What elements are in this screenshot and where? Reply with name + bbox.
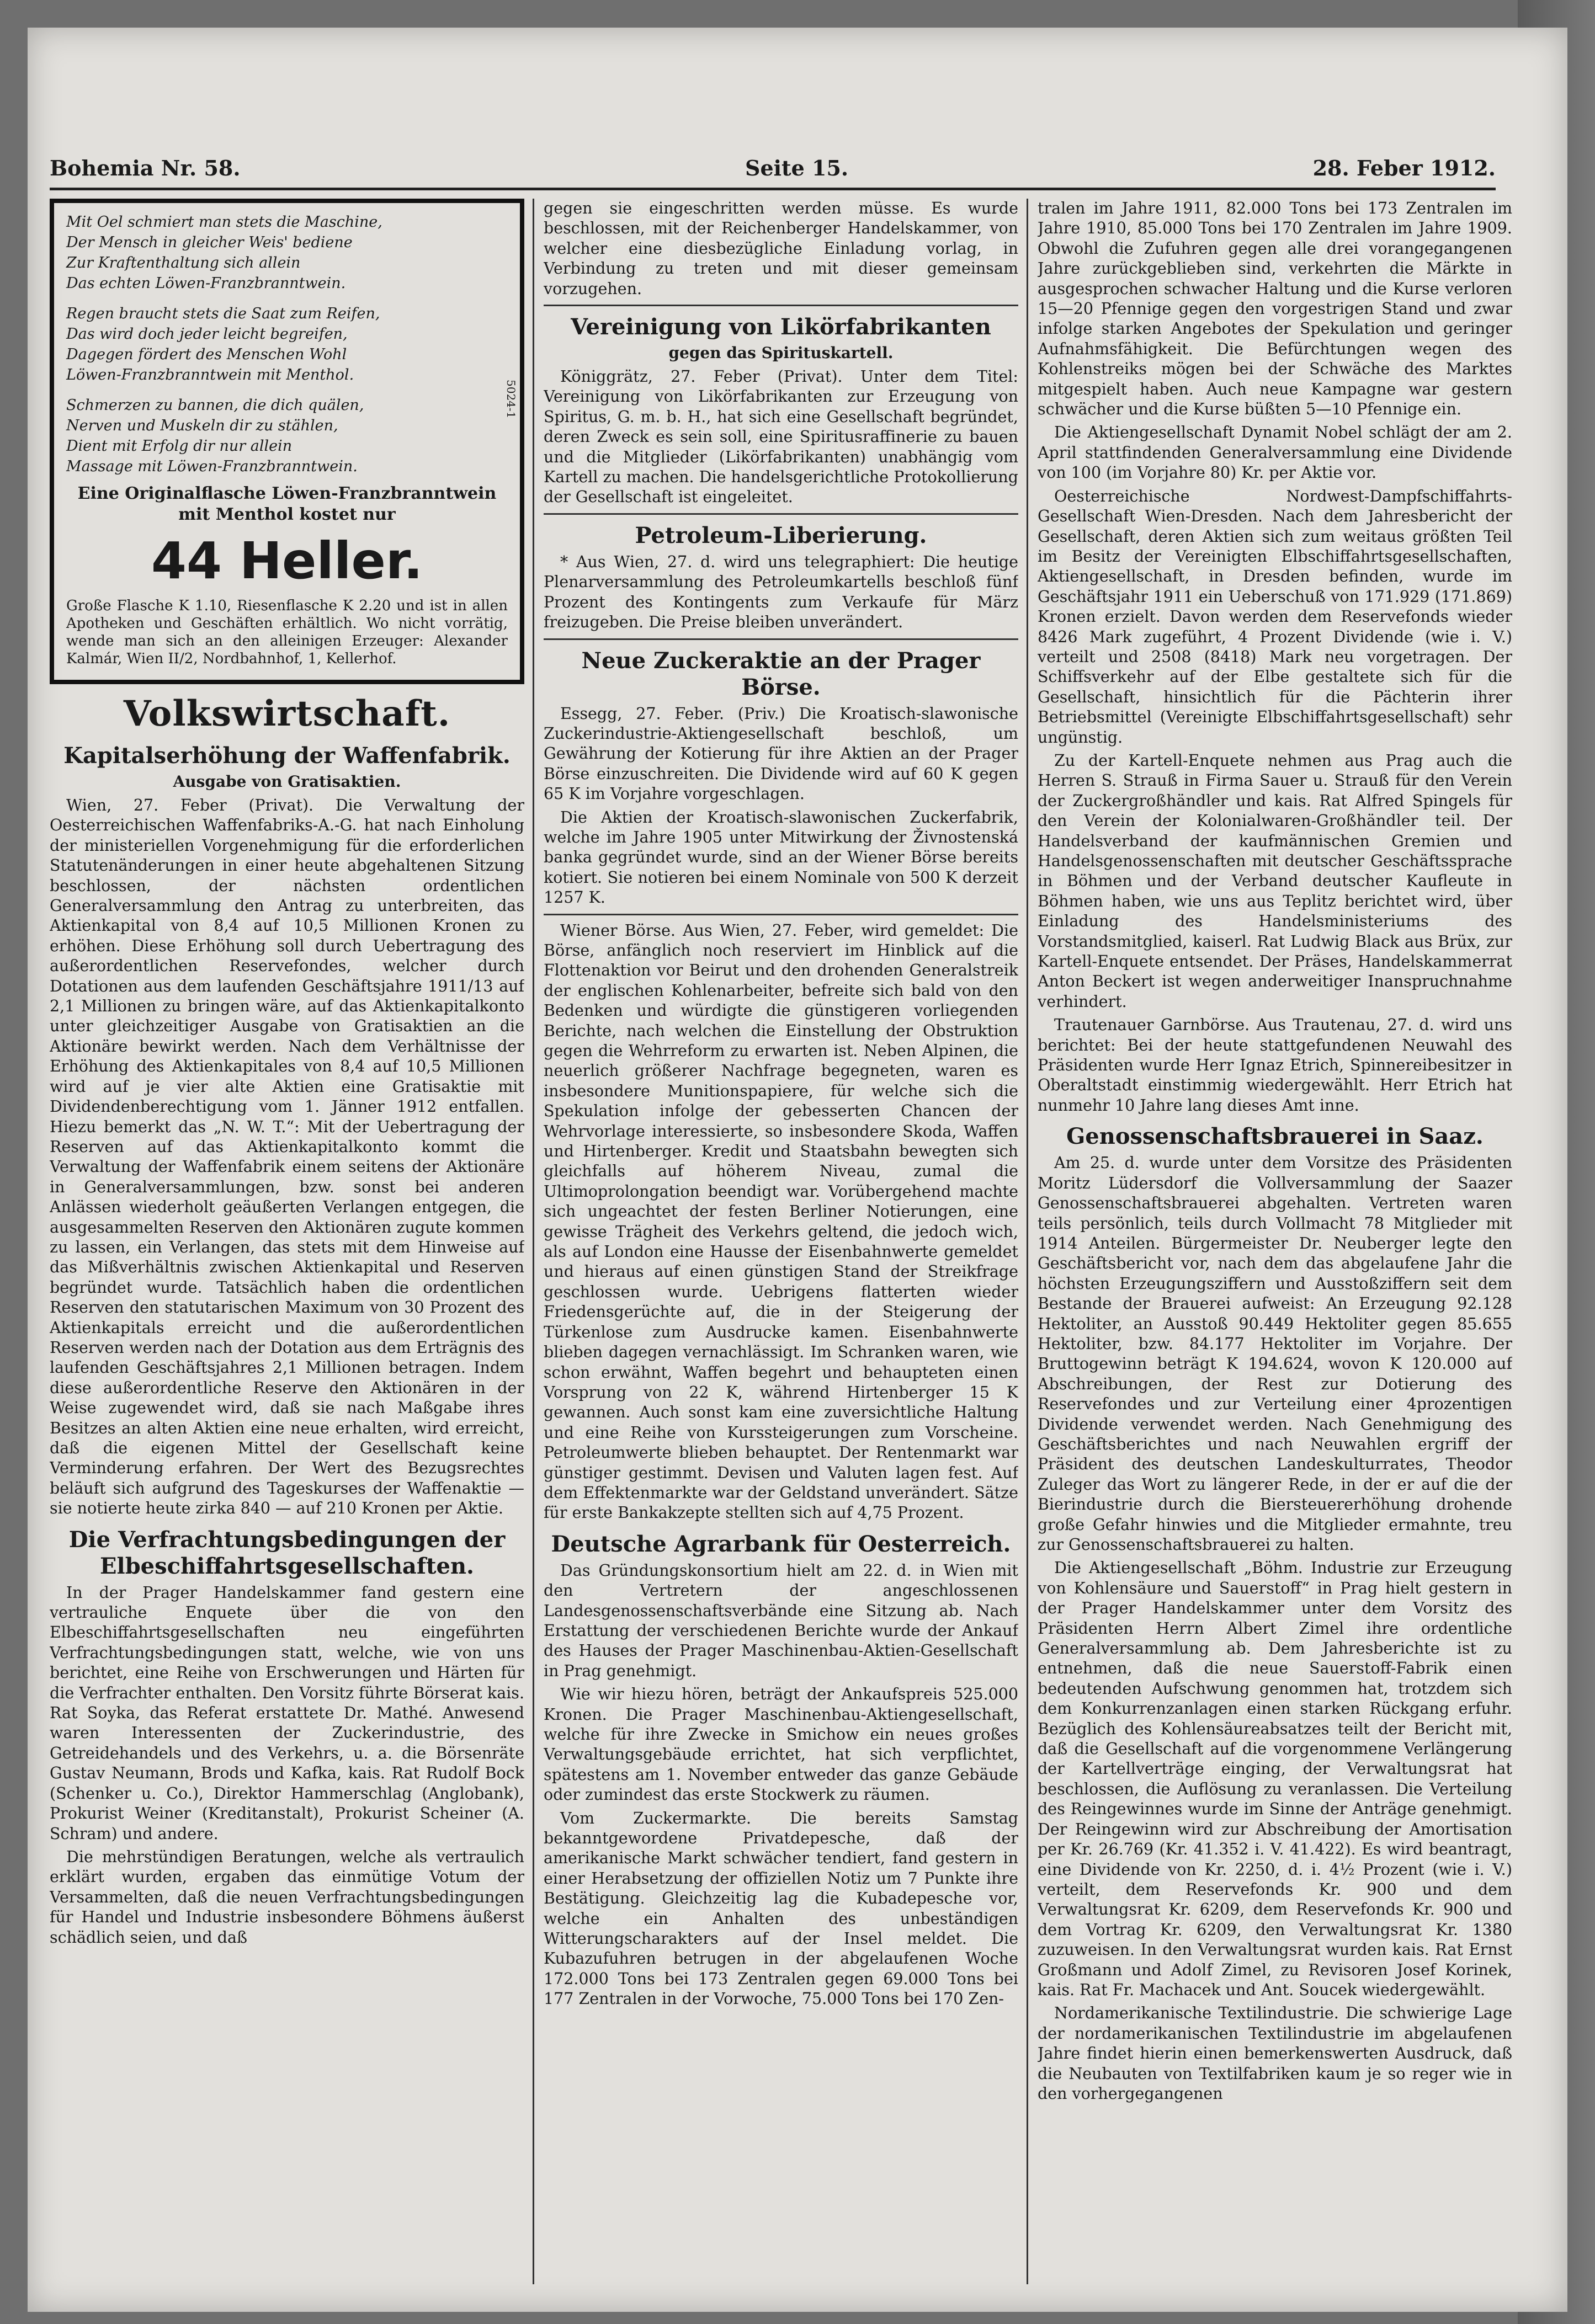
divider xyxy=(544,914,1018,915)
article-title: Kapitalserhöhung der Waffenfabrik. xyxy=(63,743,511,769)
article-continuation: gegen sie eingeschritten werden müsse. Es wurde beschlossen, mit der Reichenberger Handelskammer, von welcher eine diesbezügliche Einladung vorlag, in Verbindung zu treten und mit dieser gemeinsam vorzugehen. xyxy=(544,199,1018,298)
ad-verse-line: Das wird doch jeder leicht begreifen, xyxy=(66,326,348,343)
article-body: Die mehrstündigen Beratungen, welche als vertraulich erklärt wurden, ergaben das einmütige Votum der Versammelten, daß die neuen Verfrachtungsbedingungen für Handel und Industrie insbesondere Böhmens äußerst schädlich seien, und daß xyxy=(50,1847,524,1947)
ad-verse-line: Der Mensch in gleicher Weis' bediene xyxy=(66,234,353,251)
divider xyxy=(544,305,1018,306)
ad-verse-line: Zur Kraftenthaltung sich allein xyxy=(66,254,301,271)
column-1 xyxy=(50,199,524,2290)
column-rule xyxy=(533,199,534,2284)
divider xyxy=(544,513,1018,515)
article-body: Vom Zuckermarkte. Die bereits Samstag bekanntgewordene Privatdepesche, daß der amerikanische Markt schwächer tendiert, fand gestern in einer Herabsetzung der offiziellen Notiz um 7 Punkte ihre Bestätigung. Gleichzeitig lag die Kubadepesche vor, welche ein Anhalten des unbeständigen Witterungscharakters auf der Insel meldet. Die Kubazufuhren betrugen in der abgelaufenen Woche 172.000 Tons bei 173 Zentralen gegen 69.000 Tons bei 177 Zentralen in der Vorwoche, 75.000 Tons bei 170 Zen- xyxy=(544,1809,1018,2008)
newspaper-page xyxy=(28,28,1567,2312)
article-body: Oesterreichische Nordwest-Dampfschiffahrts-Gesellschaft Wien-Dresden. Nach dem Jahresbericht der Gesellschaft, deren Aktien sich zum weitaus größten Teil im Besitz der Vereinigten Elbschiffahrtsgesellschaften, Aktiengesellschaft, in Dresden befinden, wurde im Geschäftsjahr 1911 ein Ueberschuß von 171.929 (171.869) Kronen erzielt. Davon werden dem Reservefonds wieder 8426 Mark zugeführt, 4 Prozent Dividende (wie i. V.) verteilt und 2508 (8418) Mark neu vorgetragen. Der Schiffsverkehr auf der Elbe gestaltete sich für die Gesellschaft, hinsichtlich für die Pächterin ihrer Betriebsmittel (Vereinigte Elbschiffahrtsgesellschaft) sehr ungünstig. xyxy=(1038,487,1512,747)
article-title: Genossenschaftsbrauerei in Saaz. xyxy=(1066,1123,1484,1150)
article-subtitle: Ausgabe von Gratisaktien. xyxy=(173,772,401,791)
article-body: Wien, 27. Feber (Privat). Die Verwaltung der Oesterreichischen Waffenfabriks-A.-G. hat nach Einholung der ministeriellen Vorgenehmigung für die erforderlichen Statutenänderungen in einer heute abgehaltenen Sitzung beschlossen, der nächsten ordentlichen Generalversammlung den Antrag zu unterbreiten, das Aktienkapital von 8,4 auf 10,5 Millionen Kronen zu erhöhen. Diese Erhöhung soll durch Uebertragung des außerordentlichen Reservefondes, welcher durch Dotationen aus dem laufenden Geschäftsjahre 1911/13 auf 2,1 Millionen zu bringen wäre, auf das Aktienkapitalkonto unter gleichzeitiger Ausgabe von Gratisaktien an die Aktionäre bewirkt werden. Nach dem Verhältnisse der Erhöhung des Aktienkapitales von 8,4 auf 10,5 Millionen wird auf je vier alte Aktien eine Gratisaktie mit Dividendenberechtigung vom 1. Jänner 1912 entfallen. Hiezu bemerkt das „N. W. T.“: Mit der Uebertragung der Reserven auf das Aktienkapitalkonto kommt die Verwaltung der Waffenfabrik einem seitens der Aktionäre in Generalversammlungen, bzw. sonst bei anderen Anlässen wiederholt geäußerten Verlangen entgegen, die ausgesammelten Reserven den Aktionären zugute kommen zu lassen, ein Verlangen, das stets mit dem Hinweise auf das Mißverhältnis zwischen Aktienkapital und Reserven begründet wurde. Tatsächlich haben die ordentlichen Reserven den statutarischen Maximum von 30 Prozent des Aktienkapitals erreicht und die außerordentlichen Reserven werden nach der Dotation aus dem Erträgnis des laufenden Geschäftsjahres 2,1 Millionen betragen. Indem diese außerordentliche Reserve den Aktionären in der Weise zugewendet wird, daß sie nach Maßgabe ihres Besitzes an alten Aktien eine neue erhalten, wird erreicht, daß die eigenen Mittel der Gesellschaft keine Verminderung erfahren. Der Wert des Bezugsrechtes beläuft sich aufgrund des Tageskurses der Waffenaktie — sie notierte heute zirka 840 — auf 210 Kronen per Aktie. xyxy=(50,796,524,1518)
advertisement-loewen-franzbranntwein xyxy=(50,199,524,684)
article-subtitle: gegen das Spirituskartell. xyxy=(668,344,894,363)
article-body: Am 25. d. wurde unter dem Vorsitze des Präsidenten Moritz Lüdersdorf die Vollversammlung der Saazer Genossenschaftsbrauerei abgehalten. Vertreten waren teils persönlich, teils durch Vollmacht 78 Mitglieder mit 1914 Anteilen. Bürgermeister Dr. Neuberger legte den Geschäftsbericht vor, nach dem das abgelaufene Jahr die höchsten Erzeugungsziffern und Ausstoßziffern seit dem Bestande der Brauerei aufweist: An Erzeugung 92.128 Hektoliter, an Ausstoß 90.449 Hektoliter gegen 85.655 Hektoliter, bzw. 84.177 Hektoliter im Vorjahre. Der Bruttogewinn beträgt K 194.624, wovon K 120.000 auf Abschreibungen, der Rest zur Dotierung des Reservefondes und zur Verteilung einer 4prozentigen Dividende verwendet werden. Nach Genehmigung des Geschäftsberichtes und nach Neuwahlen ergriff der Präsident des deutschen Landeskulturrates, Theodor Zuleger das Wort zu längerer Rede, in der er auf die der Bierindustrie durch die Biersteuererhöhung drohende große Gefahr hinwies und die Mitglieder ermahnte, treu zur Genossenschaftsbrauerei zu halten. xyxy=(1038,1154,1512,1554)
column-rule xyxy=(1027,199,1028,2284)
column-2 xyxy=(544,199,1018,2290)
article-title: Deutsche Agrarbank für Oesterreich. xyxy=(551,1531,1011,1557)
article-body: Nordamerikanische Textilindustrie. Die schwierige Lage der nordamerikanischen Textilindustrie im abgelaufenen Jahre findet hierin einen bemerkenswerten Ausdruck, daß die Neubauten von Textilfabriken kaum je so reger wie in den vorhergegangenen xyxy=(1038,2004,1512,2103)
divider xyxy=(544,638,1018,640)
article-body: Essegg, 27. Feber. (Priv.) Die Kroatisch-slawonische Zuckerindustrie-Aktiengesellschaft beschloß, um Gewährung der Kotierung für ihre Aktien an der Prager Börse einzuschreiten. Die Dividende wird auf 60 K gegen 65 K im Vorjahre vorgeschlagen. xyxy=(544,704,1018,803)
ad-code: 5024-1 xyxy=(504,380,518,419)
article-title: Vereinigung von Likörfabrikanten xyxy=(571,314,991,340)
article-title: Die Verfrachtungsbedingungen der Elbeschiffahrtsgesellschaften. xyxy=(68,1526,506,1579)
ad-verse-line: Mit Oel schmiert man stets die Maschine, xyxy=(66,214,382,231)
masthead xyxy=(50,149,1496,190)
ad-verse-line: Massage mit Löwen-Franzbranntwein. xyxy=(66,458,358,475)
article-body: Wie wir hiezu hören, beträgt der Ankaufspreis 525.000 Kronen. Die Prager Maschinenbau-Aktiengesellschaft, welche für ihre Zwecke in Smichow ein neues großes Verwaltungsgebäude errichtet, hat sich verpflichtet, spätestens am 1. November entweder das ganze Gebäude oder zumindest das erste Stockwerk zu räumen. xyxy=(544,1685,1018,1804)
article-title: Neue Zuckeraktie an der Prager Börse. xyxy=(581,647,981,700)
ad-verse-line: Löwen-Franzbranntwein mit Menthol. xyxy=(66,366,354,383)
masthead-date: 28. Feber 1912. xyxy=(1312,156,1496,180)
ad-verse-line: Regen braucht stets die Saat zum Reifen, xyxy=(66,305,380,322)
ad-verse-line: Das echten Löwen-Franzbranntwein. xyxy=(66,275,346,292)
verse-gap xyxy=(66,386,508,396)
ad-offer: Eine Originalflasche Löwen-Franzbranntwein mit Menthol kostet nur xyxy=(77,484,497,524)
article-body: Die Aktien der Kroatisch-slawonischen Zuckerfabrik, welche im Jahre 1905 unter Mitwirkung der Živnostenská banka gegründet wurde, sind an der Wiener Börse bereits kotiert. Sie notieren bei einem Nominale von 500 K derzeit 1257 K. xyxy=(544,808,1018,907)
ad-details: Große Flasche K 1.10, Riesenflasche K 2.20 und ist in allen Apotheken und Geschäften erhältlich. Wo nicht vorrätig, wende man sich an den alleinigen Erzeuger: Alexander Kalmár, Wien II/2, Nordbahnhof, 1, Kellerhof. xyxy=(66,598,508,667)
article-continuation: tralen im Jahre 1911, 82.000 Tons bei 173 Zentralen im Jahre 1910, 85.000 Tons bei 170 Zentralen im Jahre 1909. Obwohl die Zufuhren gegen alle drei vorangegangenen Jahre zurückgeblieben sind, verkehrten die Märkte in ausgesprochen schwacher Haltung und die Kurse verloren 15—20 Pfennige gegen den vorgestrigen Stand und zwar infolge starken Angebotes der Spekulation und geringer Aufnahmsfähigkeit. Die Befürchtungen wegen des Kohlenstreiks mögen bei der Schwäche des Marktes mitgespielt haben. Auch neue Kampagne war gestern schwächer und die Kurse büßten 5—10 Pfennige ein. xyxy=(1038,199,1512,419)
article-body: Trautenauer Garnbörse. Aus Trautenau, 27. d. wird uns berichtet: Bei der heute stattgefundenen Neuwahl des Präsidenten wurde Herr Ignaz Etrich, Spinnereibesitzer in Oberaltstadt einstimmig wiedergewählt. Herr Etrich hat nunmehr 10 Jahre lang dieses Amt inne. xyxy=(1038,1016,1512,1115)
article-body: * Aus Wien, 27. d. wird uns telegraphiert: Die heutige Plenarversammlung des Petroleumkartells beschloß fünf Prozent des Kontingents zum Verkaufe für März freizugeben. Die Preise bleiben unverändert. xyxy=(544,552,1018,632)
ad-verses xyxy=(66,213,508,476)
verse-gap xyxy=(66,295,508,305)
masthead-publication: Bohemia Nr. 58. xyxy=(50,156,241,180)
article-body: Zu der Kartell-Enquete nehmen aus Prag auch die Herren S. Strauß in Firma Sauer u. Strauß für den Verein der Zuckergroßhändler und kais. Rat Alfred Spingels für den Verein der Kolonialwaren-Großhändler teil. Der Handelsverband der kaufmännischen Gremien und Handelsgenossenschaften mit deutscher Geschäftssprache in Böhmen und der Verband deutscher Kaufleute in Böhmen haben, wie uns aus Teplitz berichtet wird, über Einladung des Handelsministeriums des Vorstandsmitglied, kaiserl. Rat Ludwig Black aus Brüx, zur Kartell-Enquete entsendet. Der Präses, Handelskammerrat Anton Beckert ist wegen anderweitiger Inanspruchnahme verhindert. xyxy=(1038,751,1512,1011)
ad-verse-line: Nerven und Muskeln dir zu stählen, xyxy=(66,417,338,434)
article-title: Petroleum-Liberierung. xyxy=(635,522,927,548)
article-body: In der Prager Handelskammer fand gestern eine vertrauliche Enquete über die von den Elbeschiffahrtsgesellschaften neu eingeführten Verfrachtungsbedingungen statt, welche, wie von uns berichtet, eine Reihe von Erschwerungen und Härten für die Verfrachter enthalten. Den Vorsitz führte Börserat kais. Rat Soyka, das Referat erstattete Dr. Mathé. Anwesend waren Interessenten der Zuckerindustrie, des Getreidehandels und des Verkehrs, u. a. die Börsenräte Gustav Neumann, Brods und Kafka, kais. Rat Rudolf Bock (Schenker u. Co.), Direktor Hammerschlag (Anglobank), Prokurist Weiner (Kreditanstalt), Prokurist Scheiner (A. Schram) und andere. xyxy=(50,1583,524,1843)
ad-price: 44 Heller. xyxy=(151,531,423,590)
ad-verse-line: Dient mit Erfolg dir nur allein xyxy=(66,438,293,455)
article-body: Das Gründungskonsortium hielt am 22. d. in Wien mit den Vertretern der angeschlossenen Landesgenossenschaftsverbände eine Sitzung ab. Nach Erstattung der verschiedenen Berichte wurde der Ankauf des Hauses der Prager Maschinenbau-Aktien-Gesellschaft in Prag genehmigt. xyxy=(544,1561,1018,1680)
article-body: Die Aktiengesellschaft „Böhm. Industrie zur Erzeugung von Kohlensäure und Sauerstoff“ in Prag hielt gestern in der Prager Handelskammer unter dem Vorsitz des Präsidenten Herrn Albert Zimel ihre ordentliche Generalversammlung ab. Dem Jahresberichte ist zu entnehmen, daß die neue Sauerstoff-Fabrik einen bedeutenden Aufschwung genommen hat, trotzdem sich dem Konkurrenzanlagen einen starken Rückgang erfuhr. Bezüglich des Kohlensäureabsatzes teilt der Bericht mit, daß die Gesellschaft auf die vorgenommene Verlängerung der Kartellverträge einging, der Verwaltungsrat hat beschlossen, die Auflösung zu veranlassen. Die Verteilung des Reingewinnes wurde im Sinne der Anträge genehmigt. Der Reingewinn wird zur Abschreibung der Amortisation per Kr. 26.769 (Kr. 41.352 i. V. 41.422). Es wird beantragt, eine Dividende von Kr. 2250, d. i. 4½ Prozent (wie i. V.) verteilt, dem Reservefonds Kr. 900 und dem Verwaltungsrat Kr. 6209, dem Reservefonds Kr. 900 und dem Vortrag Kr. 6209, den Verwaltungsrat Kr. 1380 zuzuweisen. In den Verwaltungsrat wurden kais. Rat Ernst Großmann und Adolf Zimel, zu Revisoren Josef Korinek, kais. Rat Fr. Machacek und Ant. Soucek wiedergewählt. xyxy=(1038,1559,1512,1999)
article-body: Die Aktiengesellschaft Dynamit Nobel schlägt der am 2. April stattfindenden Generalversammlung eine Dividende von 100 (im Vorjahre 80) Kr. per Aktie vor. xyxy=(1038,423,1512,482)
ad-verse-line: Dagegen fördert des Menschen Wohl xyxy=(66,346,347,363)
column-3 xyxy=(1038,199,1512,2290)
article-body: Wiener Börse. Aus Wien, 27. Feber, wird gemeldet: Die Börse, anfänglich noch reserviert im Hinblick auf die Flottenaktion vor Beirut und den drohenden Generalstreik der englischen Kohlenarbeiter, befreite sich bald von den Bedenken und würdigte die günstigeren vorliegenden Berichte, nach welchen die Einstellung der Obstruktion gegen die Wehrreform zu erwarten ist. Neben Alpinen, die neuerlich größerer Nachfrage begegneten, waren es insbesondere Munitionspapiere, für welche sich die Spekulation infolge der gebesserten Chancen der Wehrvorlage interessierte, so insbesondere Skoda, Waffen und Hirtenberger. Kredit und Staatsbahn bewegten sich gleichfalls auf höherem Niveau, zumal die Ultimoprolongation beendigt war. Vorübergehend machte sich ungeachtet der festen Berliner Notierungen, eine gewisse Trägheit des Verkehrs geltend, die jedoch wich, als auf London eine Hausse der Eisenbahnwerte gemeldet und hieraus auf einen günstigen Stand der Streikfrage geschlossen wurde. Uebrigens flatterten wieder Friedensgerüchte auf, die in der Steigerung der Türkenlose zum Ausdrucke kamen. Eisenbahnwerte blieben dagegen vernachlässigt. Im Schranken waren, wie schon erwähnt, Waffen begehrt und behaupteten einen Vorsprung von 22 K, während Hirtenberger 15 K gewannen. Auch sonst kam eine zuversichtliche Haltung und eine Reihe von Kurssteigerungen zum Vorscheine. Petroleumwerte blieben behauptet. Der Rentenmarkt war günstiger gestimmt. Devisen und Valuten lagen fest. Auf dem Effektenmarkte war der Geldstand unverändert. Sätze für erste Bankakzepte stellten sich auf 4,75 Prozent. xyxy=(544,921,1018,1522)
masthead-page-number: Seite 15. xyxy=(745,156,849,180)
ad-verse-line: Schmerzen zu bannen, die dich quälen, xyxy=(66,397,364,414)
article-body: Königgrätz, 27. Feber (Privat). Unter dem Titel: Vereinigung von Likörfabrikanten zur Erzeugung von Spiritus, G. m. b. H., hat sich eine Gesellschaft begründet, deren Zweck es sein soll, eine Spiritusraffinerie zu bauen und die Mitglieder (Likörfabrikanten) unabhängig vom Kartell zu machen. Die handelsgerichtliche Protokollierung der Gesellschaft ist eingeleitet. xyxy=(544,367,1018,507)
section-heading: Volkswirtschaft. xyxy=(123,693,451,734)
